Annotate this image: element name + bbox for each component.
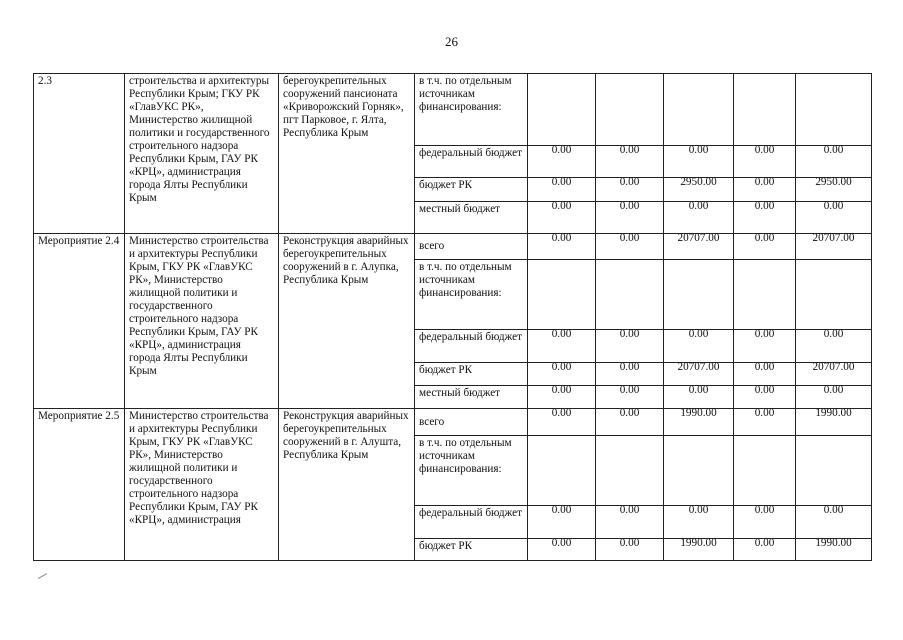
value-cell: [796, 260, 872, 330]
value-text: 0.00: [619, 145, 640, 156]
value-text: 20707.00: [812, 362, 855, 373]
value-cell: [796, 202, 872, 234]
value-cell: [596, 234, 664, 260]
value-text: 0.00: [688, 145, 709, 156]
value-text: 0.00: [754, 538, 775, 549]
value-cell: [734, 202, 796, 234]
value-cell: [664, 363, 734, 386]
value-text: 20707.00: [812, 233, 855, 244]
value-text: 0.00: [619, 362, 640, 373]
value-cell: [596, 506, 664, 539]
value-text: 0.00: [823, 145, 844, 156]
value-text: 0.00: [688, 329, 709, 340]
value-text: 0.00: [688, 201, 709, 212]
executor-cell: Министерство строительства и архитектуры Республики Крым, ГКУ РК «ГлавУКС РК», Министерство жилищной политики и государственного строительного надзора Республики Крым, ГАУ РК «КРЦ», администрация: [125, 409, 279, 561]
value-cell: [528, 386, 596, 409]
value-text: 1990.00: [680, 408, 717, 419]
source-cell: местный бюджет: [415, 202, 528, 234]
value-text: 2950.00: [680, 177, 717, 188]
table-row: [34, 234, 872, 260]
value-text: 0.00: [619, 201, 640, 212]
value-cell: [796, 436, 872, 506]
table-row: [34, 74, 872, 146]
source-cell: федеральный бюджет: [415, 506, 528, 539]
source-cell: в т.ч. по отдельным источникам финансирования:: [415, 74, 528, 146]
value-text: 0.00: [551, 408, 572, 419]
value-text: 0.00: [619, 505, 640, 516]
value-cell: [734, 146, 796, 178]
value-cell: [734, 506, 796, 539]
value-text: 0.00: [688, 505, 709, 516]
source-cell: федеральный бюджет: [415, 146, 528, 178]
value-text: 0.00: [619, 177, 640, 188]
value-cell: [596, 386, 664, 409]
value-cell: [596, 409, 664, 436]
value-cell: [734, 386, 796, 409]
value-cell: [664, 506, 734, 539]
measure-code: 2.3: [34, 74, 125, 234]
value-cell: [734, 409, 796, 436]
value-cell: [734, 260, 796, 330]
source-cell: в т.ч. по отдельным источникам финансирования:: [415, 436, 528, 506]
value-text: 0.00: [551, 329, 572, 340]
value-text: 0.00: [823, 505, 844, 516]
value-cell: [734, 436, 796, 506]
value-cell: [734, 234, 796, 260]
value-cell: [528, 74, 596, 146]
value-cell: [528, 178, 596, 202]
pen-mark: [35, 568, 47, 579]
value-cell: [596, 260, 664, 330]
source-cell: всего: [415, 409, 528, 436]
value-text: 0.00: [551, 362, 572, 373]
value-cell: [596, 178, 664, 202]
value-cell: [796, 330, 872, 363]
value-text: 0.00: [823, 201, 844, 212]
value-text: 0.00: [754, 233, 775, 244]
value-text: 0.00: [551, 538, 572, 549]
value-text: 0.00: [619, 385, 640, 396]
value-text: 0.00: [551, 201, 572, 212]
object-cell: Реконструкция аварийных берегоукрепительных сооружений в г. Алушта, Республика Крым: [279, 409, 415, 561]
value-cell: [596, 539, 664, 561]
value-text: 0.00: [619, 233, 640, 244]
value-cell: [796, 386, 872, 409]
value-cell: [596, 146, 664, 178]
value-cell: [528, 234, 596, 260]
value-cell: [664, 409, 734, 436]
value-text: 20707.00: [677, 362, 720, 373]
value-cell: [596, 363, 664, 386]
object-cell: берегоукрепительных сооружений пансионата «Криворожский Горняк», пгт Парковое, г. Ялта, Республика Крым: [279, 74, 415, 234]
value-cell: [528, 330, 596, 363]
value-cell: [528, 146, 596, 178]
value-cell: [664, 260, 734, 330]
value-text: 0.00: [754, 177, 775, 188]
value-cell: [796, 506, 872, 539]
value-text: 0.00: [619, 408, 640, 419]
value-cell: [734, 363, 796, 386]
value-text: 0.00: [551, 233, 572, 244]
value-text: 1990.00: [815, 408, 852, 419]
value-cell: [528, 363, 596, 386]
source-cell: местный бюджет: [415, 386, 528, 409]
value-cell: [734, 74, 796, 146]
value-text: 0.00: [551, 177, 572, 188]
value-text: 0.00: [754, 408, 775, 419]
source-cell: бюджет РК: [415, 363, 528, 386]
value-cell: [796, 539, 872, 561]
value-cell: [734, 178, 796, 202]
value-cell: [664, 436, 734, 506]
value-cell: [664, 202, 734, 234]
source-cell: бюджет РК: [415, 178, 528, 202]
source-cell: федеральный бюджет: [415, 330, 528, 363]
value-cell: [796, 409, 872, 436]
value-cell: [528, 436, 596, 506]
value-cell: [796, 363, 872, 386]
value-text: 0.00: [619, 329, 640, 340]
value-cell: [596, 330, 664, 363]
value-cell: [528, 202, 596, 234]
source-cell: всего: [415, 234, 528, 260]
value-text: 0.00: [754, 505, 775, 516]
value-text: 0.00: [754, 385, 775, 396]
value-text: 0.00: [823, 329, 844, 340]
value-text: 0.00: [754, 145, 775, 156]
value-text: 0.00: [551, 505, 572, 516]
value-text: 0.00: [754, 362, 775, 373]
value-cell: [664, 330, 734, 363]
value-cell: [796, 146, 872, 178]
value-cell: [528, 506, 596, 539]
value-text: 0.00: [823, 385, 844, 396]
value-text: 0.00: [754, 329, 775, 340]
source-cell: в т.ч. по отдельным источникам финансирования:: [415, 260, 528, 330]
value-cell: [664, 74, 734, 146]
value-cell: [664, 539, 734, 561]
value-cell: [664, 386, 734, 409]
value-text: 20707.00: [677, 233, 720, 244]
value-cell: [664, 234, 734, 260]
value-cell: [528, 409, 596, 436]
source-cell: бюджет РК: [415, 539, 528, 561]
value-cell: [734, 539, 796, 561]
value-cell: [664, 178, 734, 202]
measure-code: Мероприятие 2.5: [34, 409, 125, 561]
value-cell: [596, 74, 664, 146]
value-text: 0.00: [688, 385, 709, 396]
page-number: 26: [445, 34, 458, 49]
executor-cell: Министерство строительства и архитектуры Республики Крым, ГКУ РК «ГлавУКС РК», Министерство жилищной политики и государственного строительного надзора Республики Крым, ГАУ РК «КРЦ», администрация города Ялты Республики Крым: [125, 234, 279, 409]
value-cell: [528, 539, 596, 561]
value-cell: [528, 260, 596, 330]
value-text: 1990.00: [680, 538, 717, 549]
value-text: 1990.00: [815, 538, 852, 549]
value-text: 2950.00: [815, 177, 852, 188]
measure-code: Мероприятие 2.4: [34, 234, 125, 409]
value-text: 0.00: [551, 145, 572, 156]
value-text: 0.00: [754, 201, 775, 212]
value-cell: [796, 74, 872, 146]
value-text: 0.00: [551, 385, 572, 396]
value-cell: [596, 202, 664, 234]
table-row: [34, 409, 872, 436]
value-text: 0.00: [619, 538, 640, 549]
value-cell: [796, 234, 872, 260]
value-cell: [596, 436, 664, 506]
financing-table: [33, 73, 872, 561]
value-cell: [664, 146, 734, 178]
value-cell: [796, 178, 872, 202]
object-cell: Реконструкция аварийных берегоукрепительных сооружений в г. Алупка, Республика Крым: [279, 234, 415, 409]
executor-cell: строительства и архитектуры Республики Крым; ГКУ РК «ГлавУКС РК», Министерство жилищной политики и государственного строительного надзора Республики Крым, ГАУ РК «КРЦ», администрация города Ялты Республики Крым: [125, 74, 279, 234]
value-cell: [734, 330, 796, 363]
